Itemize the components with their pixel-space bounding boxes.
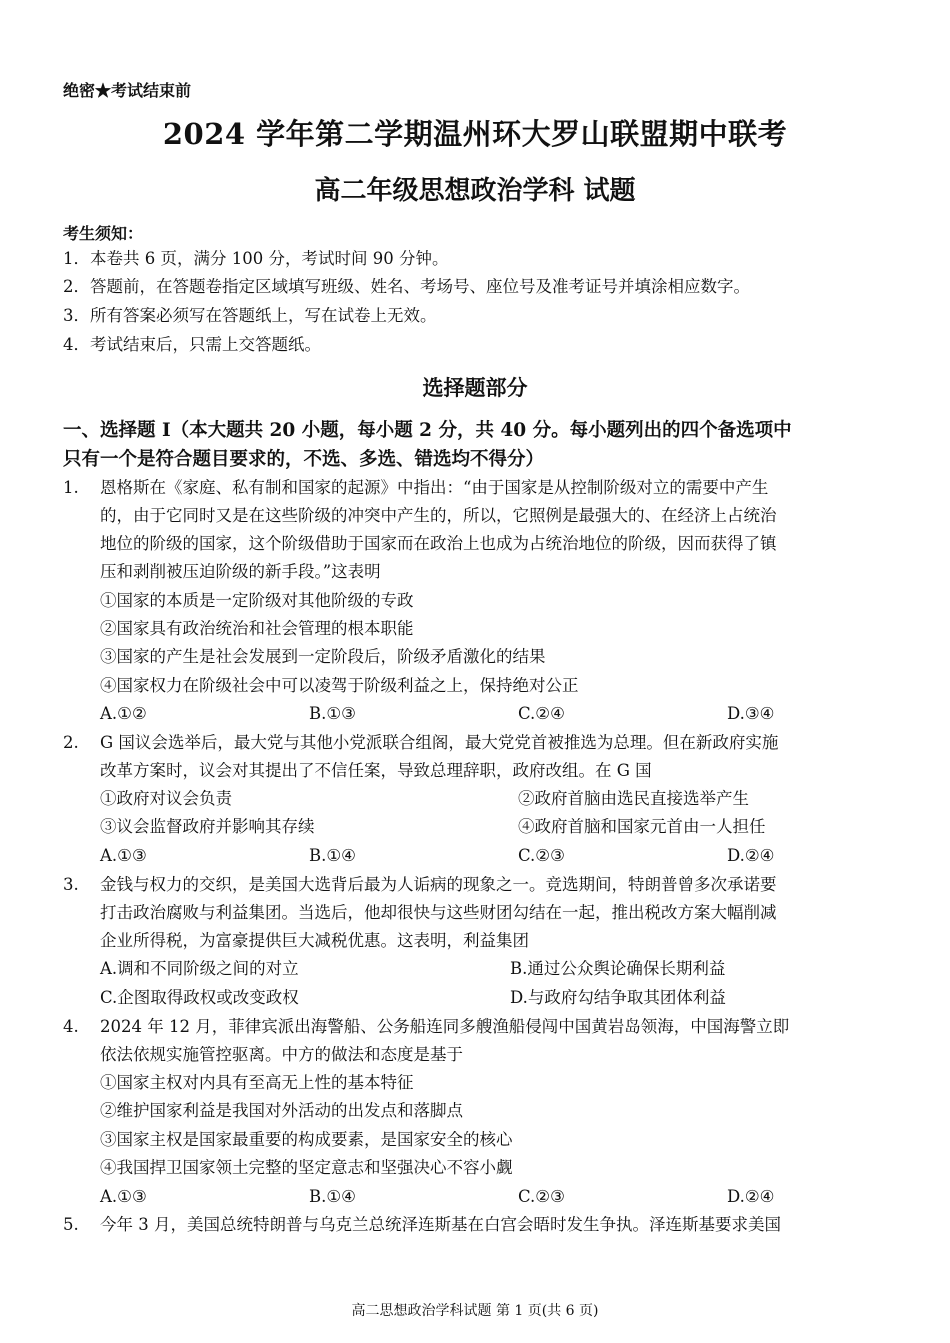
question-stem-line: 金钱与权力的交织，是美国大选背后最为人诟病的现象之一。竞选期间，特朗普曾多次承诺要 xyxy=(100,875,777,894)
statement-item: ①政府对议会负责 xyxy=(100,789,232,808)
statement-item: ①国家主权对内具有至高无上性的基本特征 xyxy=(100,1073,414,1092)
option-d: D.与政府勾结争取其团体利益 xyxy=(510,988,726,1007)
option-d: D.③④ xyxy=(727,704,775,723)
option-a: A.调和不同阶级之间的对立 xyxy=(100,959,299,978)
option-b: B.通过公众舆论确保长期利益 xyxy=(510,959,726,978)
question-stem-line: G 国议会选举后，最大党与其他小党派联合组阁，最大党党首被推选为总理。但在新政府实施 xyxy=(100,733,779,752)
confidential-label: 绝密★考试结束前 xyxy=(63,81,192,100)
statement-item: ③国家主权是国家最重要的构成要素，是国家安全的核心 xyxy=(100,1130,513,1149)
question-stem-line: 依法依规实施管控驱离。中方的做法和态度是基于 xyxy=(100,1045,463,1064)
option-b: B.①④ xyxy=(309,1187,356,1206)
statement-item: ④我国捍卫国家领土完整的坚定意志和坚强决心不容小觑 xyxy=(100,1158,513,1177)
part-instructions-line2: 只有一个是符合题目要求的，不选、多选、错选均不得分） xyxy=(63,449,545,470)
statement-item: ④政府首脑和国家元首由一人担任 xyxy=(518,817,766,836)
notice-item: 1．本卷共 6 页，满分 100 分，考试时间 90 分钟。 xyxy=(63,249,449,268)
question-stem-line: 地位的阶级的国家，这个阶级借助于国家而在政治上也成为占统治地位的阶级，因而获得了镇 xyxy=(100,534,777,553)
option-c: C.企图取得政权或改变政权 xyxy=(100,988,299,1007)
question-stem-line: 改革方案时，议会对其提出了不信任案，导致总理辞职，政府改组。在 G 国 xyxy=(100,761,652,780)
statement-item: ②维护国家利益是我国对外活动的出发点和落脚点 xyxy=(100,1101,463,1120)
question-number: 1. xyxy=(63,478,79,497)
option-d: D.②④ xyxy=(727,1187,775,1206)
statement-item: ②政府首脑由选民直接选举产生 xyxy=(518,789,749,808)
question-stem-line: 企业所得税，为富豪提供巨大减税优惠。这表明，利益集团 xyxy=(100,931,529,950)
notice-item: 4．考试结束后，只需上交答题纸。 xyxy=(63,335,321,354)
notice-heading: 考生须知： xyxy=(63,224,144,243)
statement-item: ①国家的本质是一定阶级对其他阶级的专政 xyxy=(100,591,414,610)
question-stem-line: 压和剥削被压迫阶级的新手段。”这表明 xyxy=(100,562,381,581)
option-b: B.①④ xyxy=(309,846,356,865)
question-stem-line: 恩格斯在《家庭、私有制和国家的起源》中指出：“由于国家是从控制阶级对立的需要中产生 xyxy=(100,478,769,497)
section-title: 选择题部分 xyxy=(422,375,528,400)
statement-item: ④国家权力在阶级社会中可以凌驾于阶级利益之上，保持绝对公正 xyxy=(100,676,579,695)
option-c: C.②③ xyxy=(518,846,565,865)
question-stem-line: 打击政治腐败与利益集团。当选后，他却很快与这些财团勾结在一起，推出税改方案大幅削减 xyxy=(100,903,777,922)
exam-subtitle: 高二年级思想政治学科 试题 xyxy=(314,176,636,206)
statement-item: ③议会监督政府并影响其存续 xyxy=(100,817,315,836)
page-footer: 高二思想政治学科试题 第 1 页(共 6 页) xyxy=(351,1303,599,1319)
option-a: A.①② xyxy=(100,704,147,723)
question-number: 4. xyxy=(63,1017,79,1036)
exam-title: 2024 学年第二学期温州环大罗山联盟期中联考 xyxy=(162,117,788,151)
question-number: 2. xyxy=(63,733,79,752)
statement-item: ②国家具有政治统治和社会管理的根本职能 xyxy=(100,619,414,638)
option-a: A.①③ xyxy=(100,1187,147,1206)
question-stem-line: 2024 年 12 月，菲律宾派出海警船、公务船连同多艘渔船侵闯中国黄岩岛领海，中国海警立即 xyxy=(100,1017,790,1036)
option-a: A.①③ xyxy=(100,846,147,865)
question-stem-line: 今年 3 月，美国总统特朗普与乌克兰总统泽连斯基在白宫会晤时发生争执。泽连斯基要求美国 xyxy=(100,1215,781,1234)
question-number: 3. xyxy=(63,875,79,894)
option-c: C.②③ xyxy=(518,1187,565,1206)
option-b: B.①③ xyxy=(309,704,356,723)
part-instructions-line1: 一、选择题 I（本大题共 20 小题，每小题 2 分，共 40 分。每小题列出的四个备选项中 xyxy=(63,420,792,441)
notice-item: 2．答题前，在答题卷指定区域填写班级、姓名、考场号、座位号及准考证号并填涂相应数字。 xyxy=(63,277,750,296)
question-stem-line: 的，由于它同时又是在这些阶级的冲突中产生的，所以，它照例是最强大的、在经济上占统治 xyxy=(100,506,777,525)
option-c: C.②④ xyxy=(518,704,565,723)
option-d: D.②④ xyxy=(727,846,775,865)
statement-item: ③国家的产生是社会发展到一定阶段后，阶级矛盾激化的结果 xyxy=(100,647,546,666)
question-number: 5. xyxy=(63,1215,79,1234)
notice-item: 3．所有答案必须写在答题纸上，写在试卷上无效。 xyxy=(63,306,437,325)
